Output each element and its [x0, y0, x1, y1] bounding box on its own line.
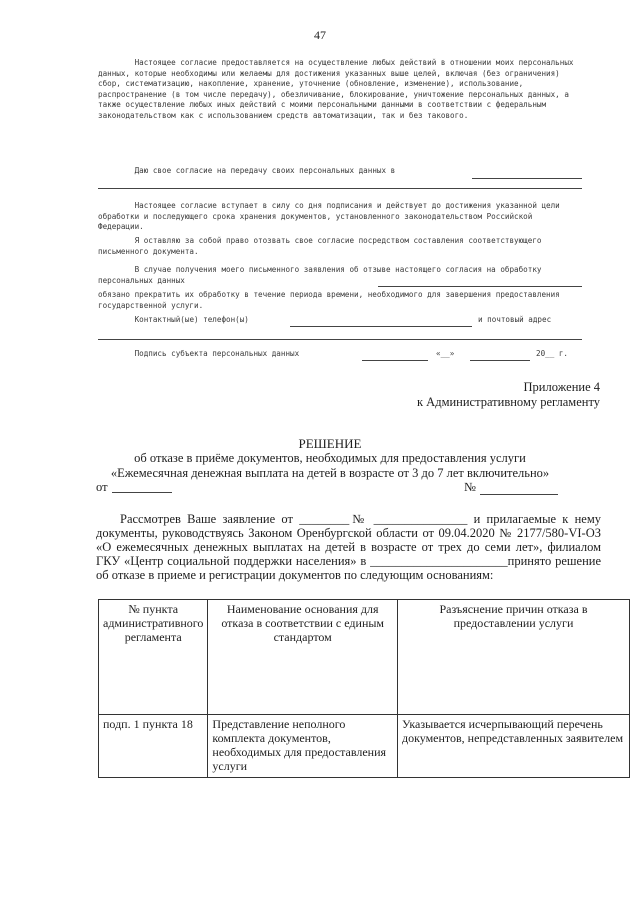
contacts-address-label: и почтовый адрес — [478, 315, 552, 324]
appendix-caption — [300, 380, 600, 410]
header-reason-explanation: Разъяснение причин отказа в предоставлении услуги — [397, 600, 629, 715]
consent-paragraph-2: Даю свое согласие на передачу своих персональных данных в — [98, 166, 396, 175]
decision-subtitle-2: «Ежемесячная денежная выплата на детей в возрасте от 3 до 7 лет включительно» — [110, 466, 550, 480]
header-clause-number: № пункта административного регламента — [99, 600, 208, 715]
page-number: 47 — [314, 28, 326, 42]
consent-paragraph-1: Настоящее согласие предоставляется на осуществление любых действий в отношении моих персональных данных, которые необходимы или желаемы для достижения указанных выше целей, включая (без ограничения) сбор, систематизацию, накопление, хранение, уточнение (обновление, изменение), использование, распространение (в том числе передачу), обезличивание, блокирование, уничтожение персональных данных, а также осуществление любых иных действий с моими персональными данными в соответствии с федеральным законодательством как с использованием средств автоматизации, так и без такового. — [98, 58, 579, 120]
signature-month-line — [470, 360, 530, 361]
consent-paragraph-5: В случае получения моего письменного заявления об отзыве настоящего согласия на обработку персональных данных — [98, 265, 547, 285]
header-reason-name: Наименование основания для отказа в соответствии с единым стандартом — [208, 600, 398, 715]
table-header-row — [99, 600, 630, 715]
signature-year: 20__ г. — [536, 349, 569, 358]
date-label: от — [96, 480, 108, 494]
contacts-label: Контактный(ые) телефон(ы) — [98, 315, 249, 324]
phone-fill-line — [290, 326, 472, 327]
appendix-line-2: к Административному регламенту — [416, 395, 600, 409]
decision-body: Рассмотрев Ваше заявление от ________№ _______________ и прилагаемые к нему документы, руководствуясь Законом Оренбургской области от 09.04.2020 № 2177/580-VI-ОЗ «О ежемесячных денежных выплатах на детей в возрасте от трех до семи лет», филиалом ГКУ «Центр социальной поддержки населения» в ______________________принято решение об отказе в приеме и регистрации документов по следующим основаниям: — [96, 512, 601, 582]
number-label: № — [464, 480, 476, 494]
number-fill-line — [480, 494, 558, 495]
reasons-table — [98, 599, 630, 778]
fill-line — [378, 286, 582, 287]
date-fill-line — [112, 492, 172, 493]
row-explanation: Указывается исчерпывающий перечень документов, непредставленных заявителем — [397, 715, 629, 778]
decision-subtitle-1: об отказе в приёме документов, необходимых для предоставления услуги — [134, 451, 526, 465]
decision-title: РЕШЕНИЕ — [298, 436, 362, 451]
signature-label: Подпись субъекта персональных данных — [98, 349, 300, 358]
appendix-line-1: Приложение 4 — [523, 380, 600, 394]
table-row — [99, 715, 630, 778]
consent-paragraph-5-end: обязано прекратить их обработку в течение периода времени, необходимого для завершения предоставления государственной услуги. — [98, 290, 565, 310]
fill-line — [98, 188, 582, 189]
signature-fill-line — [362, 360, 428, 361]
signature-day: «__» — [436, 349, 455, 358]
address-fill-line — [98, 339, 582, 340]
fill-line — [472, 178, 582, 179]
consent-paragraph-3: Настоящее согласие вступает в силу со дня подписания и действует до достижения указанной цели обработки и последующего срока хранения документов, установленного законодательством Российской Федерации. — [98, 201, 565, 232]
consent-paragraph-4: Я оставляю за собой право отозвать свое согласие посредством составления соответствующего письменного документа. — [98, 236, 547, 256]
row-reason: Представление неполного комплекта документов, необходимых для предоставления услуги — [208, 715, 398, 778]
row-clause: подп. 1 пункта 18 — [99, 715, 208, 778]
